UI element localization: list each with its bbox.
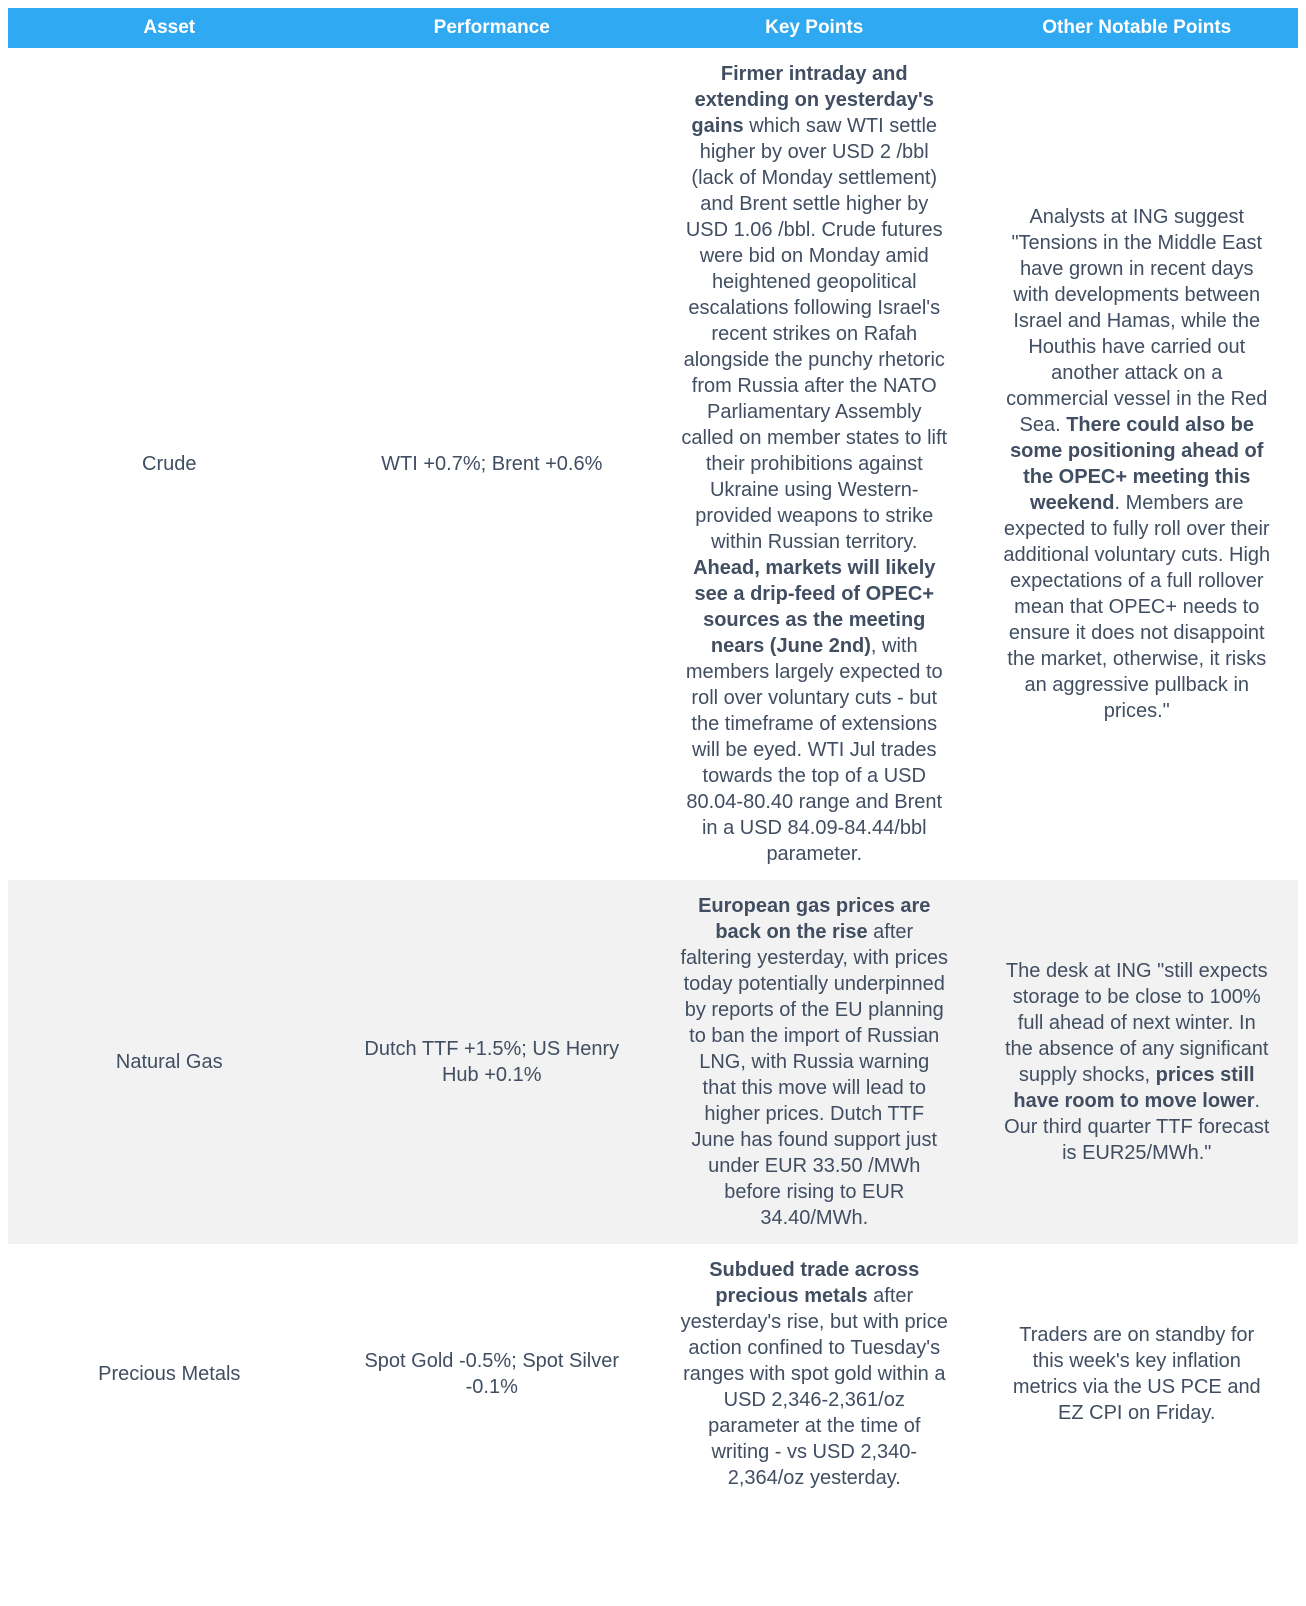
commodities-table [8,8,1298,1504]
table-row-crude [8,48,1298,880]
column-header-performance: Performance [331,8,654,48]
other-notable-points-cell: Analysts at ING suggest "Tensions in the Middle East have grown in recent days with developments between Israel and Hamas, while the Houthis have carried out another attack on a commercial vessel in the Red Sea. There could also be some positioning ahead of the OPEC+ meeting this weekend. Members are expected to fully roll over their additional voluntary cuts. High expectations of a full rollover mean that OPEC+ needs to ensure it does not disappoint the market, otherwise, it risks an aggressive pullback in prices." [1003,206,1271,722]
performance-cell: Dutch TTF +1.5%; US Henry Hub +0.1% [364,1038,620,1086]
asset-cell: Crude [142,453,197,475]
other-notable-points-cell: Traders are on standby for this week's key inflation metrics via the US PCE and EZ CPI on Friday. [1012,1324,1261,1424]
header-row [8,8,1298,48]
performance-cell: WTI +0.7%; Brent +0.6% [381,453,603,475]
key-points-cell: European gas prices are back on the rise after faltering yesterday, with prices today potentially underpinned by reports of the EU planning to ban the import of Russian LNG, with Russia warning that this move will lead to higher prices. Dutch TTF June has found support just under EUR 33.50 /MWh before rising to EUR 34.40/MWh. [680,895,949,1229]
key-points-cell: Firmer intraday and extending on yesterday's gains which saw WTI settle higher by over USD 2 /bbl (lack of Monday settlement) and Brent settle higher by USD 1.06 /bbl. Crude futures were bid on Monday amid heightened geopolitical escalations following Israel's recent strikes on Rafah alongside the punchy rhetoric from Russia after the NATO Parliamentary Assembly called on member states to lift their prohibitions against Ukraine using Western-provided weapons to strike within Russian territory. Ahead, markets will likely see a drip-feed of OPEC+ sources as the meeting nears (June 2nd), with members largely expected to roll over voluntary cuts - but the timeframe of extensions will be eyed. WTI Jul trades towards the top of a USD 80.04-80.40 range and Brent in a USD 84.09-84.44/bbl parameter. [681,63,948,865]
table-row-precious-metals [8,1244,1298,1504]
other-notable-points-cell: The desk at ING "still expects storage to be close to 100% full ahead of next winter. In the absence of any significant supply shocks, prices still have room to move lower. Our third quarter TTF forecast is EUR25/MWh." [1004,960,1270,1164]
column-header-other-notable-points: Other Notable Points [976,8,1299,48]
asset-cell: Precious Metals [98,1363,241,1385]
key-points-cell: Subdued trade across precious metals after yesterday's rise, but with price action confined to Tuesday's ranges with spot gold within a USD 2,346-2,361/oz parameter at the time of writing - vs USD 2,340-2,364/oz yesterday. [680,1259,948,1489]
table-row-natural-gas [8,880,1298,1244]
column-header-asset: Asset [8,8,331,48]
column-header-key-points: Key Points [653,8,976,48]
performance-cell: Spot Gold -0.5%; Spot Silver -0.1% [364,1350,620,1398]
asset-cell: Natural Gas [115,1051,223,1073]
